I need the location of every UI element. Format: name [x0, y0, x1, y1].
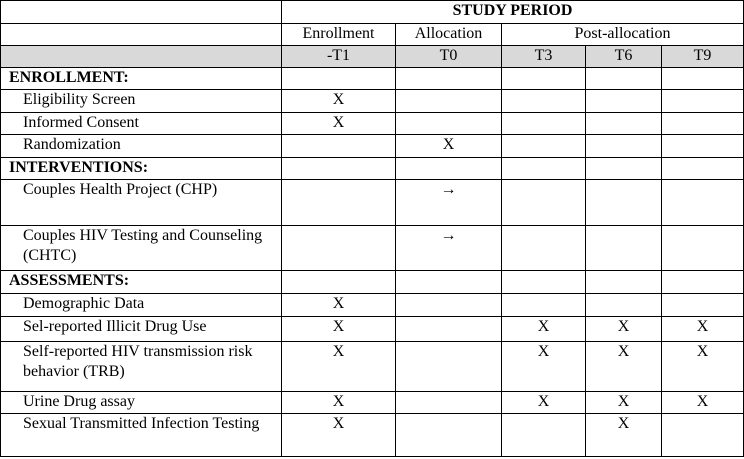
schedule-mark [662, 226, 744, 271]
schedule-mark: X [586, 317, 662, 342]
schedule-mark [662, 294, 744, 317]
table-row [1, 342, 744, 392]
section-row [1, 271, 744, 294]
section-row [1, 68, 744, 90]
table-row [1, 180, 744, 226]
schedule-mark [586, 180, 662, 226]
timepoint-header: T3 [502, 46, 586, 68]
post-allocation-phase-header: Post-allocation [502, 24, 744, 46]
row-label: Sel-reported Illicit Drug Use [1, 317, 282, 342]
schedule-arrow: → [396, 180, 502, 226]
schedule-mark [282, 226, 396, 271]
schedule-arrow: → [396, 226, 502, 271]
timepoint-header: T9 [662, 46, 744, 68]
row-label: Eligibility Screen [1, 90, 282, 113]
schedule-mark: X [282, 414, 396, 457]
schedule-mark [396, 294, 502, 317]
schedule-mark: X [502, 392, 586, 414]
row-label: Randomization [1, 135, 282, 158]
schedule-mark [502, 180, 586, 226]
schedule-mark [396, 317, 502, 342]
schedule-mark: X [282, 317, 396, 342]
schedule-mark: X [586, 392, 662, 414]
table-row [1, 414, 744, 457]
schedule-mark: X [282, 342, 396, 392]
row-label: Informed Consent [1, 113, 282, 135]
header-row-timepoints [1, 46, 744, 68]
table-row [1, 226, 744, 271]
timepoint-header: -T1 [282, 46, 396, 68]
schedule-mark: X [662, 342, 744, 392]
schedule-mark: X [396, 135, 502, 158]
schedule-mark: X [282, 90, 396, 113]
schedule-mark [396, 113, 502, 135]
schedule-mark [586, 113, 662, 135]
row-label: Urine Drug assay [1, 392, 282, 414]
allocation-phase-header: Allocation [396, 24, 502, 46]
table-row [1, 90, 744, 113]
schedule-mark [282, 180, 396, 226]
schedule-mark [586, 135, 662, 158]
schedule-mark: X [662, 392, 744, 414]
schedule-mark [396, 414, 502, 457]
schedule-mark [502, 414, 586, 457]
schedule-mark [586, 294, 662, 317]
schedule-mark [662, 180, 744, 226]
section-title-assessments: ASSESSMENTS: [1, 271, 282, 294]
header-row-study-period [1, 1, 744, 24]
schedule-mark [586, 90, 662, 113]
table-row [1, 392, 744, 414]
schedule-mark [502, 90, 586, 113]
schedule-mark [282, 135, 396, 158]
section-title-interventions: INTERVENTIONS: [1, 158, 282, 180]
schedule-mark [502, 294, 586, 317]
schedule-mark: X [282, 113, 396, 135]
schedule-mark [502, 135, 586, 158]
schedule-mark [502, 226, 586, 271]
timepoint-header: T0 [396, 46, 502, 68]
section-title-enrollment: ENROLLMENT: [1, 68, 282, 90]
row-label: Couples Health Project (CHP) [1, 180, 282, 226]
schedule-mark: X [586, 342, 662, 392]
schedule-mark [396, 342, 502, 392]
schedule-mark: X [662, 317, 744, 342]
table-row [1, 294, 744, 317]
schedule-mark: X [282, 294, 396, 317]
schedule-mark [586, 226, 662, 271]
header-row-phases [1, 24, 744, 46]
section-row [1, 158, 744, 180]
timepoint-header: T6 [586, 46, 662, 68]
schedule-mark [662, 90, 744, 113]
schedule-mark [502, 113, 586, 135]
schedule-mark [662, 113, 744, 135]
enrollment-phase-header: Enrollment [282, 24, 396, 46]
schedule-mark: X [282, 392, 396, 414]
schedule-mark [396, 392, 502, 414]
row-label: Demographic Data [1, 294, 282, 317]
row-label: Self-reported HIV transmission risk behavior (TRB) [1, 342, 282, 392]
schedule-mark: X [586, 414, 662, 457]
schedule-mark: X [502, 317, 586, 342]
table-row [1, 317, 744, 342]
row-label: Sexual Transmitted Infection Testing [1, 414, 282, 457]
table-row [1, 135, 744, 158]
study-period-header: STUDY PERIOD [282, 1, 744, 24]
table-row [1, 113, 744, 135]
row-label: Couples HIV Testing and Counseling (CHTC) [1, 226, 282, 271]
schedule-mark [662, 135, 744, 158]
schedule-mark [662, 414, 744, 457]
schedule-mark [396, 90, 502, 113]
schedule-mark: X [502, 342, 586, 392]
